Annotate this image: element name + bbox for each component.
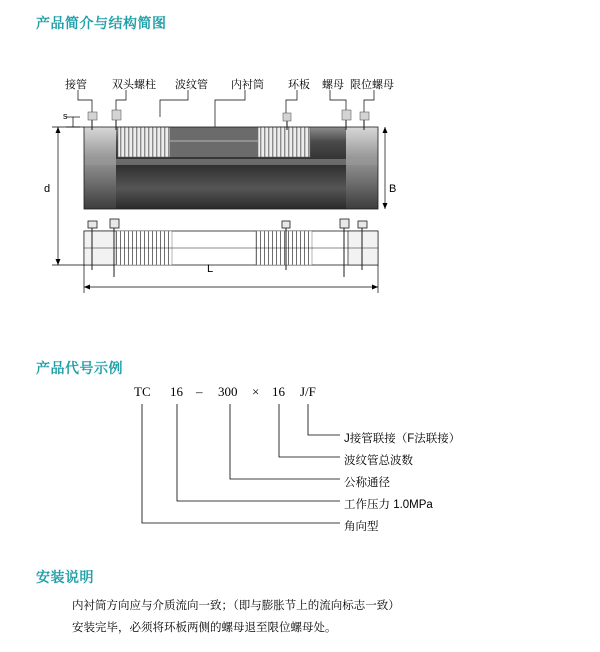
product-code-leader-lines <box>0 378 600 558</box>
callout-label-2: 波纹管 <box>175 79 208 91</box>
code-part-wave-count: 16 <box>272 384 285 399</box>
section-title-installation: 安装说明 <box>36 569 94 585</box>
section-title-code-example: 产品代号示例 <box>36 360 123 376</box>
code-part-diameter: 300 <box>218 384 238 399</box>
installation-notes <box>72 598 542 642</box>
code-desc-connection: J接管联接（F法联接） <box>344 433 461 445</box>
callout-label-3: 内衬筒 <box>231 79 264 91</box>
product-code-diagram <box>0 378 600 558</box>
callout-label-1: 双头螺柱 <box>112 79 156 91</box>
callout-label-6: 限位螺母 <box>350 79 394 91</box>
code-part-times: × <box>252 384 260 399</box>
code-desc-type: 角向型 <box>344 521 379 533</box>
callout-label-5: 螺母 <box>322 79 344 91</box>
callout-label-4: 环板 <box>288 79 310 91</box>
structure-diagram-svg <box>0 55 600 345</box>
dimension-label-s: s <box>63 111 68 121</box>
code-desc-wave-count: 波纹管总波数 <box>344 455 413 467</box>
dimension-label-B: B <box>389 183 397 195</box>
installation-note-0: 内衬筒方向应与介质流向一致；（即与膨胀节上的流向标志一致） <box>72 600 400 612</box>
callout-label-0: 接管 <box>65 79 87 91</box>
code-part-connection: J/F <box>300 384 316 399</box>
code-desc-diameter: 公称通径 <box>344 477 390 489</box>
dimension-label-d: d <box>44 183 51 195</box>
code-desc-pressure: 工作压力 1.0MPa <box>344 499 433 511</box>
code-part-type: TC <box>134 384 151 399</box>
installation-note-1: 安装完毕，必须将环板两侧的螺母退至限位螺母处。 <box>72 622 337 634</box>
code-part-pressure: 16 <box>170 384 183 399</box>
code-part-dash: – <box>196 384 203 399</box>
dimension-label-L: L <box>207 263 214 275</box>
structure-diagram <box>0 55 600 345</box>
section-title-overview: 产品简介与结构简图 <box>36 15 167 31</box>
